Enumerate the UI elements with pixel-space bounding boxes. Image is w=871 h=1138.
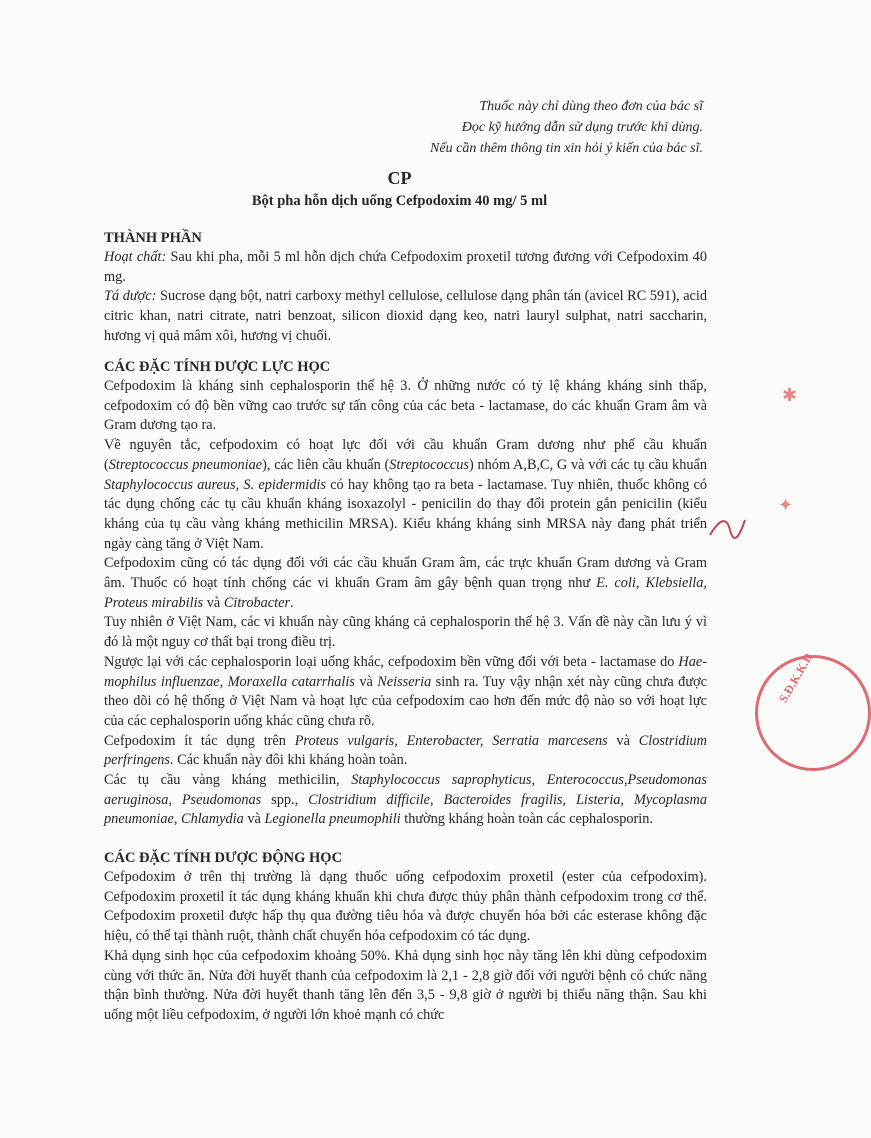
paragraph: Các tụ cầu vàng kháng methicilin, Staphylococcus saprophyticus, Enterococcus,Pseudomonas aeruginosa, Pseudomonas spp., Clostridium difficile, Bacteroides fragilis, Listeria, Mycoplasma pneumoniae, Chlamydia và Legionella pneumophili thường kháng hoàn toàn các cephalosporin. <box>104 772 707 828</box>
paragraph: Cefpodoxim cũng có tác dụng đối với các cầu khuẩn Gram âm, các trực khuẩn Gram dương và Gram âm. Thuốc có hoạt tính chống các vi khuẩn Gram âm gây bệnh quan trọng như E. coli, Klebsiella, Proteus mirabilis và Citrobacter. <box>104 555 707 611</box>
signature-mark-icon <box>700 505 750 555</box>
text: Sau khi pha, mỗi 5 ml hỗn dịch chứa Cefpodoxim proxetil tương đương với Cefpodoxim 40 mg. <box>104 249 707 285</box>
notice-line: Đọc kỹ hướng dẫn sử dụng trước khi dùng. <box>461 120 703 135</box>
pharmacokinetics-section <box>104 848 707 1026</box>
stamp-fragment-icon: ✱ <box>782 385 798 405</box>
stamp-fragment-icon: ✦ <box>778 495 794 515</box>
active-ingredient <box>104 248 707 287</box>
stamp-text: S.Đ.K.K.D <box>776 650 816 705</box>
label: Tá dược: <box>104 288 157 305</box>
prescription-notice <box>430 96 703 159</box>
section-heading: CÁC ĐẶC TÍNH DƯỢC ĐỘNG HỌC <box>104 850 343 866</box>
section-heading: THÀNH PHẦN <box>104 230 202 246</box>
paragraph: Cefpodoxim là kháng sinh cephalosporin thế hệ 3. Ở những nước có tỷ lệ kháng kháng sinh thấp, cefpodoxim có độ bền vững cao trước sự tấn công của các beta - lactamase, do các khuẩn Gram âm và Gram dương tạo ra. <box>104 378 707 434</box>
notice-line: Thuốc này chỉ dùng theo đơn của bác sĩ <box>479 99 703 114</box>
paragraph: Tuy nhiên ở Việt Nam, các vi khuẩn này cũng kháng cả cephalosporin thế hệ 3. Vấn đề này cần lưu ý vì đó là một nguy cơ thất bại trong điều trị. <box>104 614 707 651</box>
registration-stamp-icon <box>755 650 871 771</box>
paragraph: Khả dụng sinh học của cefpodoxim khoảng 50%. Khả dụng sinh học này tăng lên khi dùng cefpodoxim cùng với thức ăn. Nửa đời huyết thanh của cefpodoxim là 2,1 - 2,8 giờ đối với người bệnh có chức năng thận bình thường. Nửa đời huyết thanh tăng lên đến 3,5 - 9,8 giờ ở người bị thiểu năng thận. Sau khi uống một liều cefpodoxim, ở người lớn khoẻ mạnh có chức <box>104 947 707 1023</box>
text: Sucrose dạng bột, natri carboxy methyl cellulose, cellulose dạng phân tán (avicel RC 591), acid citric khan, natri citrate, natri benzoat, silicon dioxid dạng keo, natri lauryl sulphat, natri saccharin, hương vị quả mâm xôi, hương vị chuối. <box>104 288 708 344</box>
composition-section <box>104 228 707 347</box>
notice-line: Nếu cần thêm thông tin xin hỏi ý kiến của bác sĩ. <box>430 141 703 156</box>
paragraph: Cefpodoxim ít tác dụng trên Proteus vulgaris, Enterobacter, Serratia marcesens và Clostridium perfringens. Các khuẩn này đôi khi kháng hoàn toàn. <box>104 732 708 769</box>
pharmacodynamics-section <box>104 357 707 830</box>
paragraph: Ngược lại với các cephalosporin loại uống khác, cefpodoxim bền vững đối với beta - lactamase do Hae-mophilus influenzae, Moraxella catarrhalis và Neisseria sinh ra. Tuy vậy nhận xét này cũng chưa được theo dõi có hệ thống ở Việt Nam và hoạt lực của cefpodoxim cao hơn đến mức độ nào so với hoạt lực của các cephalosporin uống khác cũng chưa rõ. <box>104 653 707 729</box>
section-heading: CÁC ĐẶC TÍNH DƯỢC LỰC HỌC <box>104 359 331 375</box>
product-subtitle: Bột pha hỗn dịch uống Cefpodoxim 40 mg/ 5 ml <box>251 193 548 209</box>
paragraph: Cefpodoxim ở trên thị trường là dạng thuốc uống cefpodoxim proxetil (ester của cefpodoxim). Cefpodoxim proxetil ít tác dụng kháng khuẩn khi chưa được thủy phân thành cefpodoxim trong cơ thể. Cefpodoxim proxetil được hấp thụ qua đường tiêu hóa và được chuyển hóa bởi các esterase không đặc hiệu, có thể tại thành ruột, thành chất chuyển hóa cefpodoxim có tác dụng. <box>104 869 707 945</box>
excipients <box>104 287 707 346</box>
paragraph: Về nguyên tắc, cefpodoxim có hoạt lực đối với cầu khuẩn Gram dương như phế cầu khuẩn (Streptococcus pneumoniae), các liên cầu khuẩn (Streptococcus) nhóm A,B,C, G và với các tụ cầu khuẩn Staphylococcus aureus, S. epidermidis có hay không tạo ra beta - lactamase. Tuy nhiên, thuốc không có tác dụng chống các tụ cầu khuẩn kháng isoxazolyl - penicilin do thay đổi protein gắn penicilin (kiểu kháng của tụ cầu vàng kháng methicilin MRSA). Kiểu kháng kháng sinh MRSA này đang phát triển ngày càng tăng ở Việt Nam. <box>104 437 708 552</box>
label: Hoạt chất: <box>104 249 167 265</box>
product-title: CP <box>387 168 412 188</box>
